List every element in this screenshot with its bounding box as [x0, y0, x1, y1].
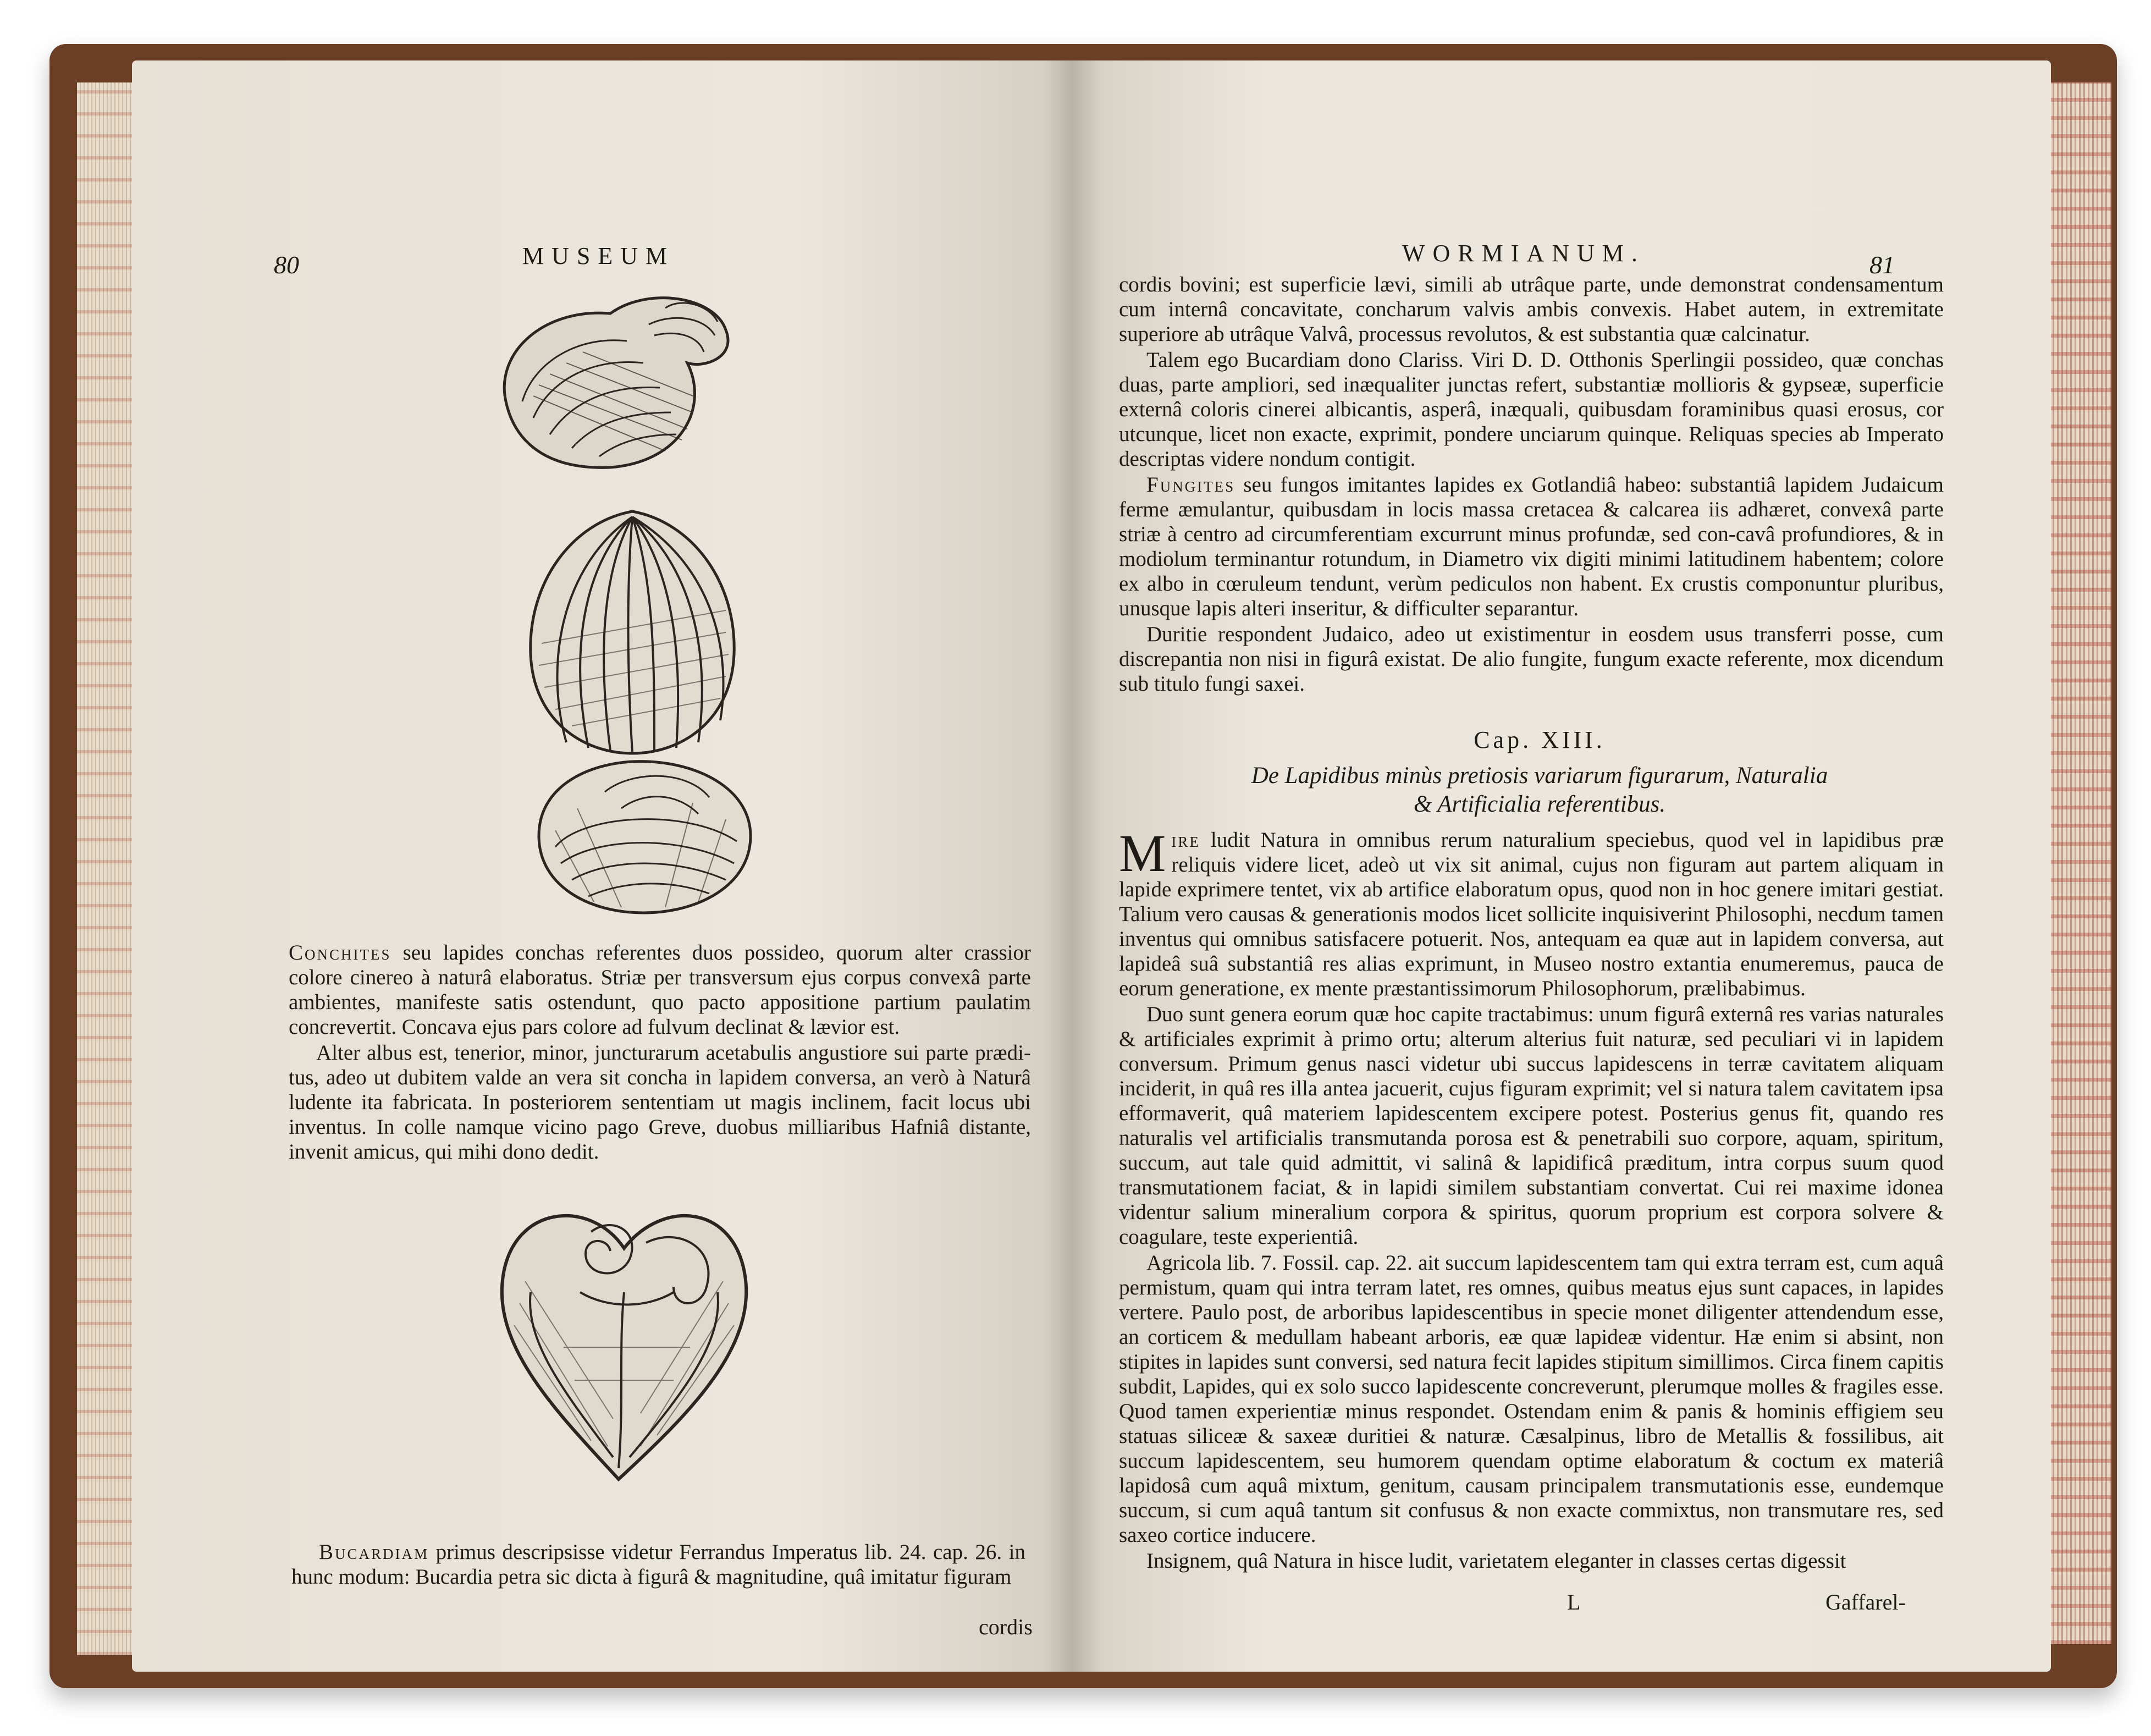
right-running-head: WORMIANUM. [1402, 240, 1645, 267]
agricola-paragraph: Agricola lib. 7. Fossil. cap. 22. ait succum lapidescentem tam qui extra terram est, cum aquâ permistum, quam qui intra terram latet, res omnes, quibus meatus ejus sunt capaces, in lapides vertere. Paulo post, de arboribus lapidescentibus in specie monet diligenter attendendum esse, an corticem & medullam habeant arboris, eæ quæ lapideæ videntur. Hæ enim si absint, non stipites in lapides sunt conversi, sed natura fecit lapides stipitum simillimos. Circa finem capitis subdit, Lapides, qui ex solo succo lapidescente concreverunt, plerumque molles & fragiles esse. Quod tamen experientiæ minus respondet. Ostendam enim & panis & hominis effigiem seu statuas siliceæ & saxeæ duritiei & naturæ. Cæsalpinus, libro de Metallis & fossilibus, ait succum lapidescentem, seu humorem quendam optime elaboratum & coctum ex materiâ lapidosâ cum aquâ mixtum, genitum, causam principalem transmutationis esse, eundemque succum, si cum aquâ tantum sit confusus & non exacte commixtus, non transmutare res, sed saxeo cortice inducere. [1119, 1251, 1944, 1547]
bucardia-heart-shell-icon [481, 1182, 767, 1490]
right-catchword: Gaffarel- [1825, 1590, 1906, 1614]
left-page [132, 60, 1072, 1672]
alter-paragraph: Alter albus est, tenerior, minor, juncturarum acetabulis angustiore sui parte prædi-tus, adeo ut dubitem valde an vera sit concha in lapidem conversa, an verò à Naturâ ludente ita fabricata. In posteriorem sententiam ut magis inclinem, facit locus ubi inventus. In colle namque vicino pago Greve, duobus milliaribus Hafniâ distante, invenit amicus, qui mihi dono dedit. [289, 1041, 1031, 1164]
left-catchword: cordis [979, 1614, 1033, 1639]
insignem-paragraph: Insignem, quâ Natura in hisce ludit, varietatem eleganter in classes certas digessit [1146, 1549, 1846, 1573]
drop-cap: M [1119, 824, 1166, 883]
cockle-shell-icon [517, 500, 748, 764]
duritie-paragraph: Duritie respondent Judaico, adeo ut existimentur in eosdem usus transferri posse, cum discrepantia non nisi in figurâ existat. De alio fungite, fungum exacte referente, mox dicendum sub titulo fungi saxei. [1119, 622, 1944, 696]
chapter-subtitle [1072, 762, 2007, 819]
left-running-head: MUSEUM [522, 243, 675, 269]
mire-body: ludit Natura in omnibus rerum naturalium speciebus, quod vel in lapidibus præ reliquis videre licet, adeò ut vix sit animal, cujus non figuram aut partem aliquam in lapide exprimere tentet, vix ab artifice elaboratum opus, quod non in hoc genere imitari gestiat. Talium vero causas & generationis modos licet sollicite inquisiverint Philosophi, necdum tamen inventus qui omnibus satisfacere potuerit. Nos, antequam ea quæ aut in lapidem conversa, aut lapideâ suâ substantiâ res alias exprimunt, in Museo nostro extantia enumeremus, pauca de eorum generatione, ex mente præstantissimorum Philosophorum, prælibabimus. [1119, 828, 1944, 1000]
chapter-subtitle-line1: De Lapidibus minùs pretiosis variarum figurarum, Naturalia [1251, 763, 1828, 789]
talem-paragraph: Talem ego Bucardiam dono Clariss. Viri D. D. Otthonis Sperlingii possideo, quæ conchas duas, parte ampliori, sed inæqualiter junctas refert, substantiæ mollioris & gypseæ, superficie externâ coloris cinerei albicantis, asperâ, inæquali, quibusdam foraminibus quasi erosus, cor utcunque, licet non exacte, exprimit, pondere unciarum quinque. Reliquas species ab Imperato descriptas videre nondum contigit. [1119, 348, 1944, 471]
left-page-number: 80 [274, 251, 299, 279]
oyster-shell-icon [484, 275, 748, 484]
right-page [1072, 60, 2051, 1672]
page-edges-right [2045, 82, 2111, 1644]
right-page-number: 81 [1869, 251, 1895, 279]
clam-shell-icon [522, 748, 764, 924]
top-paragraph: cordis bovini; est superficie lævi, simili ab utrâque parte, unde demonstrat condensamentum cum internâ concavitate, concharum valvis ambis convexis. Habet autem, in extremitate superiore ab utrâque Valvâ, processus revolutos, & est substantia quæ calcinatur. [1119, 273, 1944, 346]
signature-mark: L [1567, 1590, 1581, 1614]
duo-paragraph: Duo sunt genera eorum quæ hoc capite tractabimus: unum figurâ externâ res varias naturales & artificiales exprimit à primo ortu; alterum alterius fuit naturæ, sed peculiari vi in lapidem conversum. Primum genus nasci videtur ubi succus lapidescens in terræ cavitatem aliquam inciderit, in quâ res illa antea jacuerit, cujus figuram exprimit; vel si natura talem cavitatem ipsa efformaverit, quâ materiem lapidescentem excipere potest. Posterius genus fit, quando res naturalis vel artificialis transmutanda porosa est & penetrabili suo corpore, aquam, spiritum, succum, aut tale quid admittit, vi salinâ & lapidificâ præditum, intra corpus suum quod transmutationem faciat, & in lapidi similem substantiam convertat. Cui rei maxime idonea videntur salium mineralium corpora & spiritus, quorum proprium est corpora solvere & coagulare, teste experientiâ. [1119, 1002, 1944, 1249]
fungites-body: seu fungos imitantes lapides ex Gotlandiâ habeo: substantiâ lapidem Judaicum ferme æmulantur, quibusdam in locis massa cretacea & calcarea iis adhæret, convexâ parte striæ à centro ad circumferentiam excurrunt minus profundæ, sed con-cavâ profundiores, & in modiolum terminantur rotundum, in Diametro vix digiti minimi latitudinem habentem; colore ex albo in cœruleum tendunt, verùm pediculos non habent. Ex crustis componuntur pluribus, unusque lapis alteri inseritur, & difficulter separantur. [1119, 473, 1944, 620]
conchites-lead: Conchites [289, 941, 391, 965]
right-upper-text-block [1119, 272, 1944, 696]
page-edges-left [77, 82, 137, 1655]
bucardia-lead: Bucardiam [319, 1540, 429, 1564]
right-lower-text-block [1119, 824, 1944, 1573]
fungites-lead: Fungites [1146, 473, 1236, 497]
bucardia-body: primus descripsisse videtur Ferrandus Imperatus lib. 24. cap. 26. in hunc modum: Bucardia petra sic dicta à figurâ & magnitudine, quâ imitatur figuram [291, 1540, 1025, 1589]
chapter-subtitle-line2: & Artificialia referentibus. [1413, 791, 1666, 817]
mire-lead: ire [1171, 828, 1200, 852]
bucardia-text-block [291, 1540, 1025, 1589]
conchites-text-block [289, 940, 1031, 1164]
chapter-title: Cap. XIII. [1474, 726, 1606, 753]
conchites-body: seu lapides conchas referentes duos possideo, quorum alter crassior colore cinereo à naturâ elaboratus. Striæ per transversum ejus corpus convexâ parte ambientes, manifeste satis ostendunt, quo pacto appositione partium paulatim concrevertit. Concava ejus pars colore ad fulvum declinat & lævior est. [289, 941, 1031, 1039]
